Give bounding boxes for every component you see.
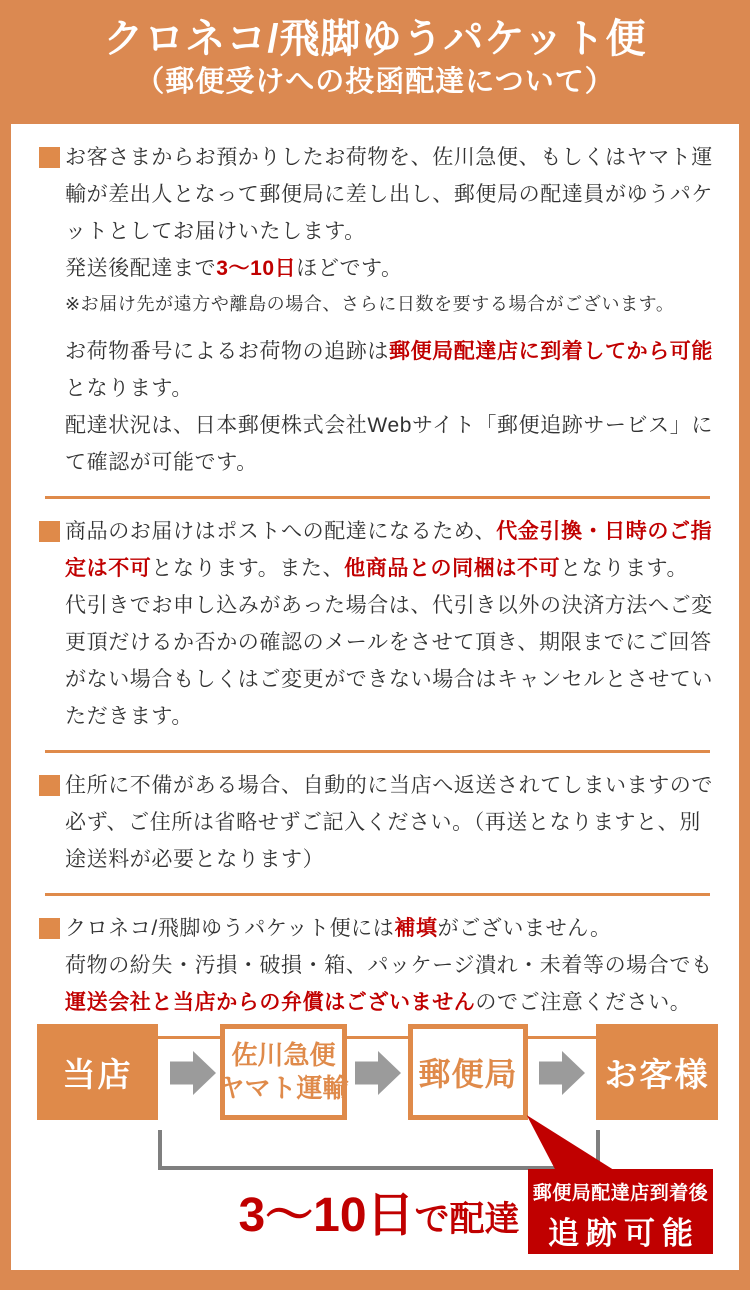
delivery-duration-label (199, 1176, 559, 1245)
paragraph (65, 947, 719, 1021)
highlight-text: 3〜10日 (216, 257, 297, 280)
paragraph (65, 910, 719, 947)
text-segment: となります。 (65, 377, 193, 400)
arrow-right-icon (539, 1048, 585, 1098)
highlight-text: 郵便局配達店に到着してから可能 (389, 340, 713, 363)
highlight-text: 運送会社と当店からの弁償はございません (65, 991, 476, 1014)
highlight-text: 他商品との同梱は不可 (344, 557, 561, 580)
delivery-flow-diagram (11, 1024, 739, 1270)
section-divider (45, 750, 710, 753)
bullet-square-icon (39, 918, 60, 939)
text-segment: となります。また、 (151, 557, 345, 580)
page-subtitle: （郵便受けへの投函配達について） (135, 66, 615, 98)
callout-line1: 郵便局配達店到着後 (532, 1183, 709, 1204)
text-segment: のでご注意ください。 (475, 991, 692, 1014)
info-section (65, 910, 719, 1021)
section-divider (45, 496, 710, 499)
text-segment: 代引きでお申し込みがあった場合は、代引き以外の決済方法へご変更頂だけるか否かの確認のメールをさせて頂き、期限までにご回答がない場合もしくはご変更ができない場合はキャンセルとさせていただきます。 (65, 594, 713, 728)
text-segment: 発送後配達まで (65, 257, 217, 280)
flow-box-label: ヤマト運輸 (218, 1073, 349, 1103)
callout-line2: 追跡可能 (548, 1216, 700, 1251)
note-text (65, 289, 719, 320)
content-panel (11, 124, 739, 1270)
highlight-text: 補填 (394, 917, 438, 940)
highlight-text: 代金引換・日時のご指定は不可 (65, 520, 713, 580)
paragraph (65, 513, 719, 587)
section-divider (45, 893, 710, 896)
bullet-square-icon (39, 147, 60, 168)
paragraph (65, 767, 719, 878)
paragraph (65, 333, 719, 407)
text-segment: ほどです。 (296, 257, 403, 280)
page-title: クロネコ/飛脚ゆうパケット便 (103, 17, 647, 61)
info-section (65, 767, 719, 878)
arrow-right-icon (355, 1048, 401, 1098)
text-segment: 住所に不備がある場合、自動的に当店へ返送されてしまいますので必ず、ご住所は省略せずご記入ください。（再送となりますと、別途送料が必要となります） (65, 774, 713, 871)
paragraph (65, 407, 719, 481)
duration-days-text: 3〜10日 (238, 1189, 415, 1242)
text-segment: 商品のお届けはポストへの配達になるため、 (65, 520, 497, 543)
flow-box-carriers (220, 1024, 347, 1120)
text-segment: となります。 (560, 557, 689, 580)
arrow-right-icon (170, 1048, 216, 1098)
duration-bracket (158, 1130, 600, 1170)
flow-box-label: お客様 (604, 1055, 710, 1093)
paragraph (65, 587, 719, 735)
info-section (65, 513, 719, 735)
text-segment: お客さまからお預かりしたお荷物を、佐川急便、もしくはヤマト運輸が差出人となって郵便局に差し出し、郵便局の配達員がゆうパケットとしてお届けいたします。 (65, 146, 713, 243)
paragraph (65, 250, 719, 287)
text-segment: クロネコ/飛脚ゆうパケット便には (65, 917, 395, 940)
bullet-square-icon (39, 775, 60, 796)
info-sections (11, 124, 739, 1039)
text-segment: 荷物の紛失・汚損・破損・箱、パッケージ潰れ・未着等の場合でも (65, 954, 713, 977)
text-segment: ※お届け先が遠方や離島の場合、さらに日数を要する場合がございます。 (65, 294, 675, 314)
flow-box-shop (37, 1024, 158, 1120)
flow-box-label: 郵便局 (418, 1056, 518, 1092)
text-segment: お荷物番号によるお荷物の追跡は (65, 340, 389, 363)
text-segment: がございません。 (437, 917, 612, 940)
tracking-callout (528, 1169, 713, 1254)
header-banner (0, 0, 750, 124)
paragraph (65, 139, 719, 250)
flow-box-post-office (408, 1024, 528, 1120)
text-segment: 配達状況は、日本郵便株式会社Webサイト「郵便追跡サービス」にて確認が可能です。 (65, 414, 713, 474)
flow-box-customer (596, 1024, 718, 1120)
info-section (65, 139, 719, 481)
flow-box-label: 当店 (62, 1055, 133, 1093)
bullet-square-icon (39, 521, 60, 542)
duration-suffix-text: で配達 (414, 1200, 520, 1239)
flow-box-label: 佐川急便 (231, 1040, 336, 1070)
